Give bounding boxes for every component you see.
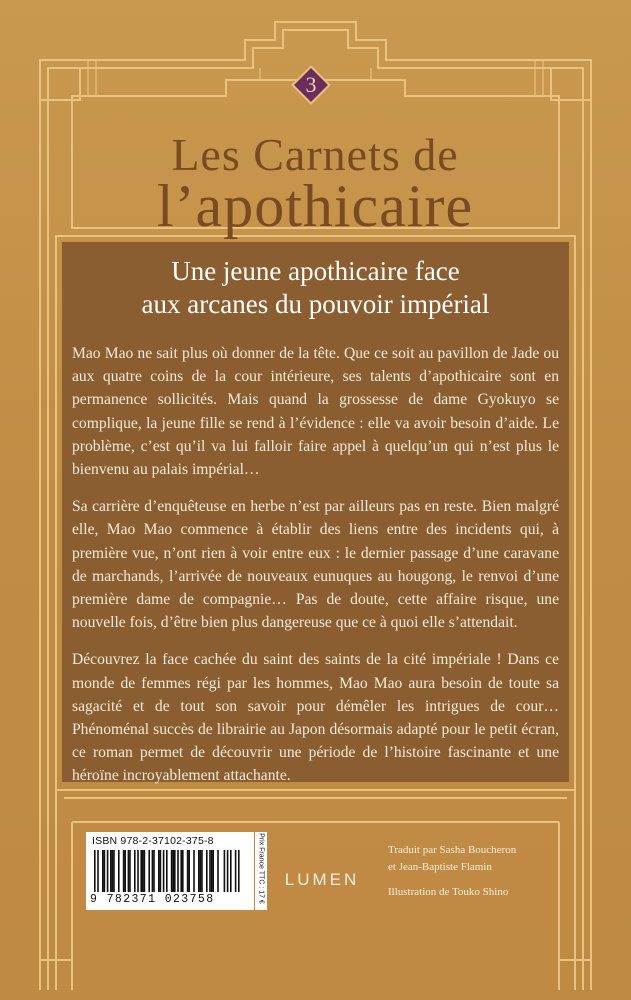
barcode-bar bbox=[180, 850, 182, 892]
barcode-bar bbox=[188, 850, 190, 892]
barcode-bar bbox=[112, 850, 114, 892]
barcode-bar bbox=[177, 850, 179, 892]
barcode-bar bbox=[166, 850, 168, 892]
barcode-bar bbox=[212, 850, 214, 892]
barcode-bar bbox=[211, 850, 213, 892]
barcode-bar bbox=[198, 850, 200, 892]
barcode-bar bbox=[123, 850, 125, 892]
barcode-bar bbox=[97, 850, 99, 892]
barcode-bar bbox=[152, 850, 154, 892]
barcode-bar bbox=[113, 850, 115, 892]
barcode-bar bbox=[182, 850, 184, 892]
barcode-bar bbox=[206, 850, 208, 892]
barcode-bar bbox=[158, 850, 160, 892]
barcode-bar bbox=[174, 850, 176, 892]
price-label: Prix France TTC : 17 € bbox=[257, 833, 265, 904]
barcode-bar bbox=[140, 850, 142, 892]
barcode-bar bbox=[128, 850, 130, 892]
barcode-bar bbox=[171, 850, 173, 892]
tagline bbox=[70, 255, 561, 321]
barcode-bar bbox=[200, 850, 202, 892]
book-title-line1: Les Carnets de bbox=[171, 129, 459, 180]
illustrator-line: Illustration de Touko Shino bbox=[388, 886, 509, 898]
barcode-bar bbox=[209, 850, 211, 892]
barcode-bar bbox=[193, 850, 195, 892]
barcode-bar bbox=[227, 850, 229, 892]
barcode-bar bbox=[201, 850, 203, 892]
book-title-line2: l’apothicaire bbox=[156, 173, 474, 239]
tagline-line1: Une jeune apothicaire face bbox=[171, 256, 460, 286]
volume-number: 3 bbox=[305, 72, 317, 97]
synopsis-paragraph: Sa carrière d’enquêteuse en herbe n’est par ailleurs pas en reste. Bien malgré elle, Mao Mao commence à établir des liens entre des incidents qui, à première vue, n’ont rien à voir entre eux : le dernier passage d’une caravane de marchands, l’arrivée de nouveaux eunuques au hougong, le renvoi d’une première dame de compagnie… Pas de doute, cette affaire risque, une nouvelle fois, d’être bien plus dangereuse que ce à quoi elle s’attendait. bbox=[72, 498, 559, 632]
barcode-bar bbox=[238, 850, 240, 892]
barcode-number: 9 782371 023758 bbox=[90, 893, 215, 906]
translator-line-1: Traduit par Sasha Boucheron bbox=[388, 844, 517, 856]
tagline-line2: aux arcanes du pouvoir impérial bbox=[141, 289, 490, 319]
barcode-bar bbox=[129, 850, 131, 892]
publisher-logo: LUMEN bbox=[284, 870, 360, 889]
barcode-bar bbox=[137, 850, 139, 892]
barcode-bar bbox=[94, 850, 96, 892]
barcode-bar bbox=[187, 850, 189, 892]
barcode-bar bbox=[102, 850, 104, 892]
synopsis-paragraph: Découvrez la face cachée du saint des saints de la cité impériale ! Dans ce monde de femmes régi par les hommes, Mao Mao aura besoin de toute sa sagacité et de tout son savoir pour démêler les intrigues de cour… Phénoménal succès de librairie au Japon désormais adapté pour le petit écran, ce roman permet de découvrir une période de l’histoire fascinante et une héroïne incroyablement attachante. bbox=[72, 651, 559, 785]
barcode-bar bbox=[172, 850, 174, 892]
barcode-bar bbox=[124, 850, 126, 892]
synopsis-text bbox=[72, 342, 559, 802]
credits bbox=[388, 842, 548, 901]
barcode-bar bbox=[142, 850, 144, 892]
barcode-bar bbox=[224, 850, 226, 892]
barcode-bar bbox=[230, 850, 232, 892]
barcode-bar bbox=[235, 850, 237, 892]
barcode-bar bbox=[148, 850, 150, 892]
synopsis-paragraph: Mao Mao ne sait plus où donner de la tête. Que ce soit au pavillon de Jade ou aux quatre coins de la cour intérieure, ses talents d’apothicaire sont en permanence sollicités. Mais quand la grossesse de dame Gyokuyo se complique, la jeune fille se rend à l’évidence : elle va avoir besoin d’aide. Le problème, c’est qu’il va lui falloir faire appel à quelqu’un qui n’est plus le bienvenu au palais impérial… bbox=[72, 345, 559, 479]
barcode-bar bbox=[217, 850, 219, 892]
barcode-bar bbox=[134, 850, 136, 892]
barcode-bar bbox=[118, 850, 120, 892]
barcode-bar bbox=[163, 850, 165, 892]
barcode-bar bbox=[160, 850, 162, 892]
barcode-bar bbox=[144, 850, 146, 892]
isbn-label: ISBN 978-2-37102-375-8 bbox=[92, 835, 214, 847]
barcode-bar bbox=[107, 850, 109, 892]
barcode-bar bbox=[110, 850, 112, 892]
volume-badge bbox=[290, 64, 332, 106]
barcode-bar bbox=[153, 850, 155, 892]
barcode-bar bbox=[104, 850, 106, 892]
translator-line-2: et Jean-Baptiste Flamin bbox=[388, 861, 492, 873]
